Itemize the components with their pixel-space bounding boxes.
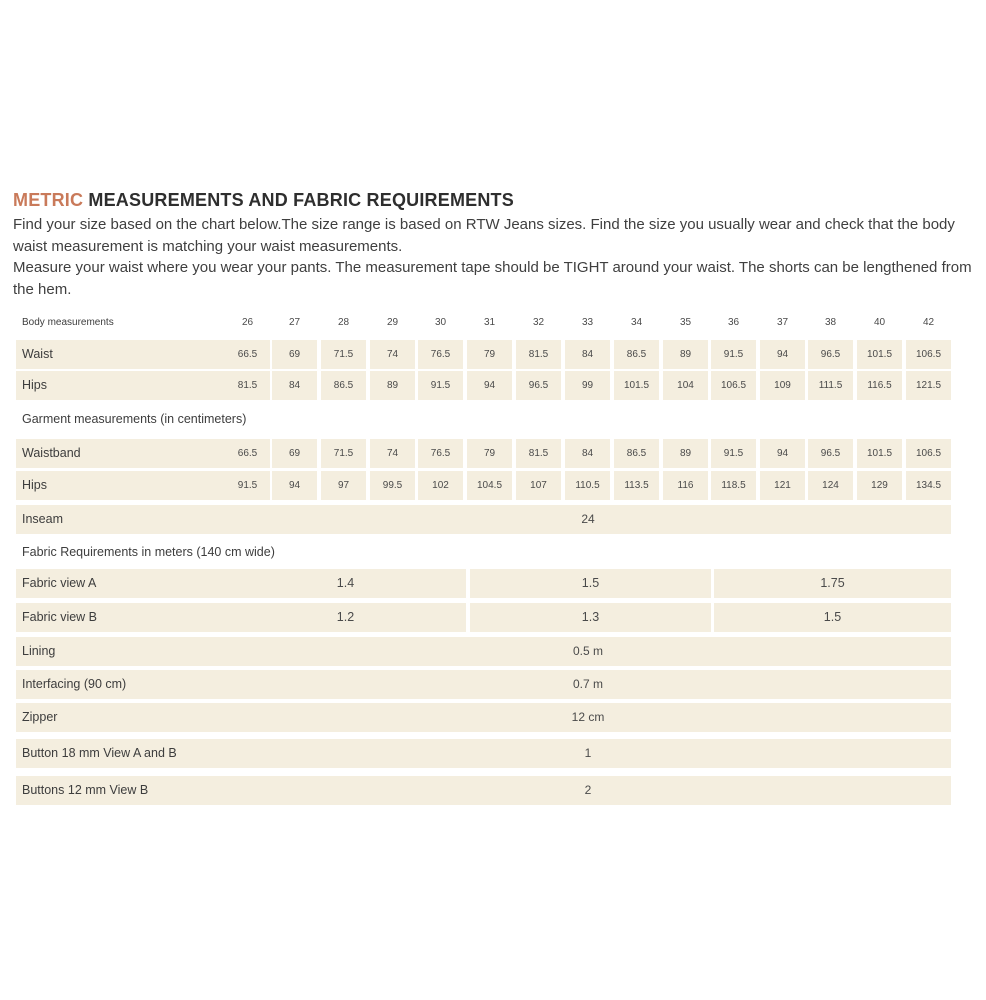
intro-text (13, 214, 978, 300)
value-cell: 107 (516, 471, 561, 500)
value-cell: 1 (225, 739, 951, 768)
value-cell: 86.5 (614, 439, 659, 468)
value-cell: 94 (467, 371, 512, 400)
value-cell: 113.5 (614, 471, 659, 500)
table-row (16, 603, 970, 632)
value-cell: 81.5 (516, 439, 561, 468)
value-cell: 66.5 (225, 340, 270, 369)
section-label: Fabric Requirements in meters (140 cm wide) (22, 545, 275, 559)
value-cell: 96.5 (808, 439, 853, 468)
value-cell: 116 (663, 471, 708, 500)
value-cell: 124 (808, 471, 853, 500)
value-cell: 71.5 (321, 340, 366, 369)
value-cell: 94 (760, 340, 805, 369)
value-cell: 96.5 (808, 340, 853, 369)
value-cell: 106.5 (711, 371, 756, 400)
row-label: Fabric view B (16, 603, 235, 632)
table-row (16, 776, 970, 805)
page-title (13, 190, 514, 211)
value-cell: 106.5 (906, 439, 951, 468)
value-cell: 2 (225, 776, 951, 805)
value-cell: 96.5 (516, 371, 561, 400)
value-cell: 106.5 (906, 340, 951, 369)
row-label: Zipper (16, 703, 235, 732)
value-cell: 1.5 (714, 603, 951, 632)
table-row (16, 703, 970, 732)
value-cell: 84 (272, 371, 317, 400)
value-cell: 86.5 (321, 371, 366, 400)
value-cell: 79 (467, 439, 512, 468)
value-cell: 81.5 (225, 371, 270, 400)
intro-paragraph: Find your size based on the chart below.The size range is based on RTW Jeans sizes. Find the size you usually wear and check that the body waist measurement is matching your waist measurements. (13, 216, 955, 255)
value-cell: 1.4 (225, 569, 466, 598)
title-accent: METRIC (13, 190, 84, 210)
value-cell: 101.5 (857, 340, 902, 369)
fabric-requirements-header (16, 538, 970, 567)
value-cell: 121 (760, 471, 805, 500)
row-label: Hips (16, 471, 235, 500)
value-cell: 0.5 m (225, 637, 951, 666)
value-cell: 71.5 (321, 439, 366, 468)
intro-paragraph: Measure your waist where you wear your pants. The measurement tape should be TIGHT around your waist. The shorts can be lengthened from the hem. (13, 259, 972, 298)
section-label: Body measurements (22, 317, 114, 328)
size-header-cell: 40 (873, 317, 886, 328)
row-label: Button 18 mm View A and B (16, 739, 235, 768)
value-cell: 104 (663, 371, 708, 400)
value-cell: 110.5 (565, 471, 610, 500)
table-row (16, 505, 970, 534)
value-cell: 121.5 (906, 371, 951, 400)
value-cell: 91.5 (225, 471, 270, 500)
value-cell: 86.5 (614, 340, 659, 369)
section-label: Garment measurements (in centimeters) (22, 412, 247, 426)
value-cell: 109 (760, 371, 805, 400)
size-header-cell: 31 (483, 317, 496, 328)
row-label: Interfacing (90 cm) (16, 670, 235, 699)
value-cell: 69 (272, 439, 317, 468)
row-label: Lining (16, 637, 235, 666)
value-cell: 66.5 (225, 439, 270, 468)
size-header-cell: 34 (630, 317, 643, 328)
value-cell: 101.5 (614, 371, 659, 400)
value-cell: 91.5 (711, 439, 756, 468)
value-cell: 69 (272, 340, 317, 369)
table-row (16, 569, 970, 598)
size-header-cell: 32 (532, 317, 545, 328)
garment-measurements-header (16, 405, 970, 434)
value-cell: 1.75 (714, 569, 951, 598)
table-row (16, 471, 970, 500)
value-cell: 99 (565, 371, 610, 400)
value-cell: 91.5 (418, 371, 463, 400)
table-row (16, 637, 970, 666)
size-header-cell: 36 (727, 317, 740, 328)
value-cell: 116.5 (857, 371, 902, 400)
value-cell: 74 (370, 340, 415, 369)
value-cell: 79 (467, 340, 512, 369)
size-header-cell: 42 (922, 317, 935, 328)
value-cell: 1.5 (470, 569, 711, 598)
value-cell: 0.7 m (225, 670, 951, 699)
size-header-cell: 28 (337, 317, 350, 328)
value-cell: 118.5 (711, 471, 756, 500)
value-cell: 104.5 (467, 471, 512, 500)
value-cell: 76.5 (418, 340, 463, 369)
value-cell: 101.5 (857, 439, 902, 468)
value-cell: 89 (663, 439, 708, 468)
table-row (16, 340, 970, 369)
row-label: Waistband (16, 439, 235, 468)
size-header-cell: 33 (581, 317, 594, 328)
value-cell: 81.5 (516, 340, 561, 369)
row-label: Fabric view A (16, 569, 235, 598)
value-cell: 89 (370, 371, 415, 400)
title-rest: MEASUREMENTS AND FABRIC REQUIREMENTS (83, 190, 514, 210)
table-row (16, 670, 970, 699)
value-cell: 99.5 (370, 471, 415, 500)
row-label: Buttons 12 mm View B (16, 776, 235, 805)
size-header-cell: 29 (386, 317, 399, 328)
value-cell: 12 cm (225, 703, 951, 732)
value-cell: 102 (418, 471, 463, 500)
value-cell: 129 (857, 471, 902, 500)
size-header-cell: 38 (824, 317, 837, 328)
value-cell: 1.3 (470, 603, 711, 632)
value-cell: 89 (663, 340, 708, 369)
value-cell: 24 (225, 505, 951, 534)
table-row (16, 739, 970, 768)
value-cell: 94 (272, 471, 317, 500)
row-label: Hips (16, 371, 235, 400)
size-header-cell: 26 (241, 317, 254, 328)
value-cell: 74 (370, 439, 415, 468)
value-cell: 97 (321, 471, 366, 500)
value-cell: 1.2 (225, 603, 466, 632)
value-cell: 84 (565, 439, 610, 468)
size-header-cell: 30 (434, 317, 447, 328)
value-cell: 84 (565, 340, 610, 369)
value-cell: 111.5 (808, 371, 853, 400)
value-cell: 91.5 (711, 340, 756, 369)
row-label: Waist (16, 340, 235, 369)
body-measurements-header (16, 308, 970, 337)
size-header-cell: 37 (776, 317, 789, 328)
size-header-cell: 35 (679, 317, 692, 328)
table-row (16, 439, 970, 468)
size-header-cell: 27 (288, 317, 301, 328)
value-cell: 134.5 (906, 471, 951, 500)
table-row (16, 371, 970, 400)
value-cell: 94 (760, 439, 805, 468)
value-cell: 76.5 (418, 439, 463, 468)
row-label: Inseam (16, 505, 235, 534)
